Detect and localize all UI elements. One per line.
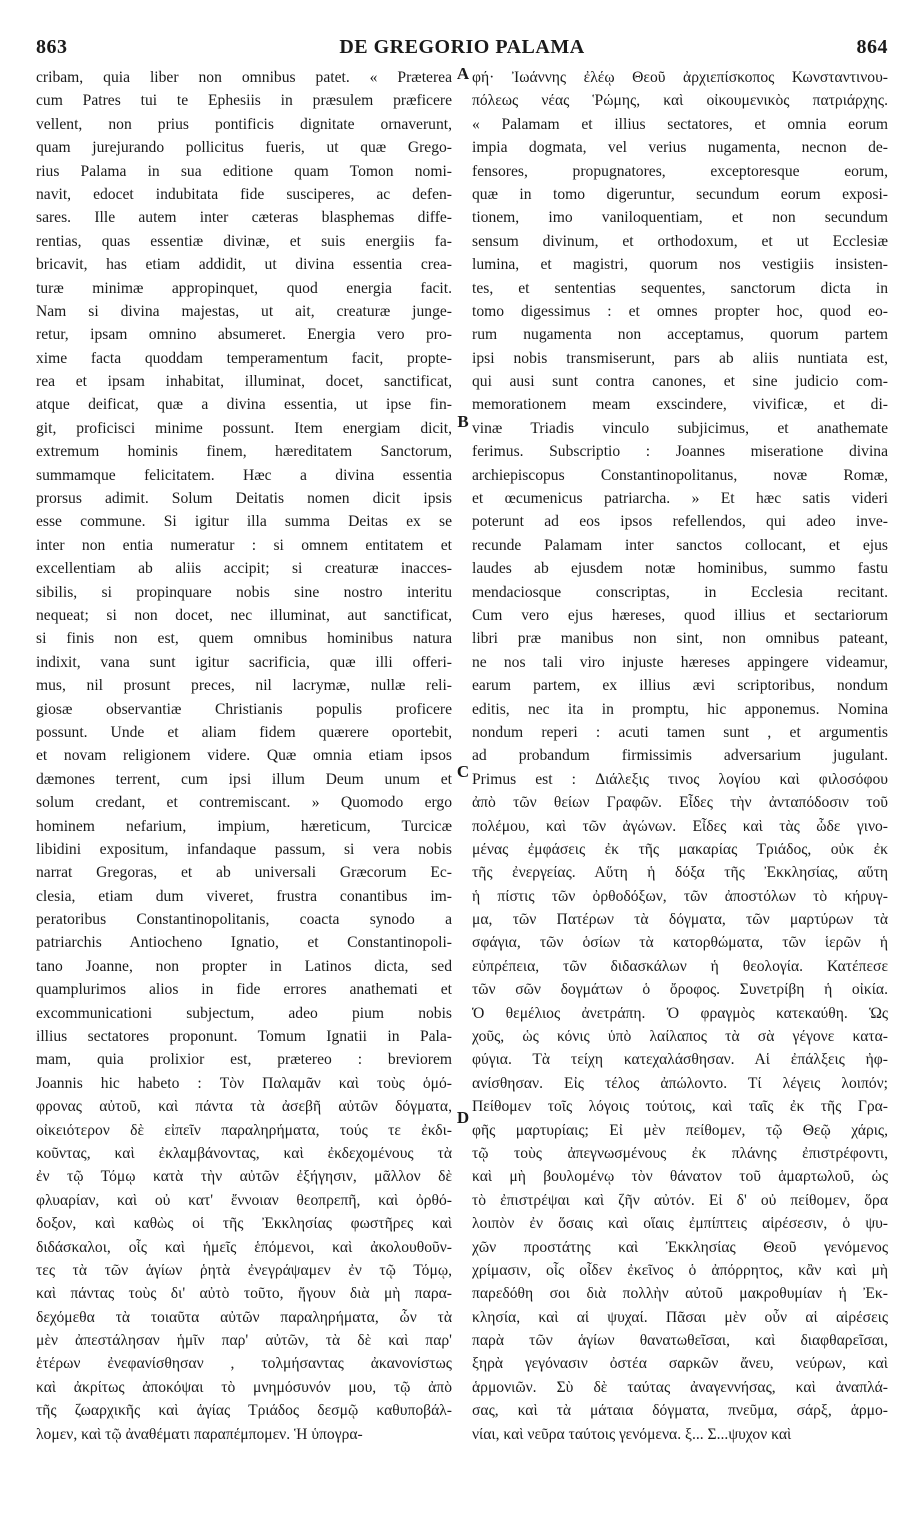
right-column-line: ne nos tali viro injuste hæreses appingere videamur, — [472, 653, 888, 671]
left-column-line: giosæ observantiæ Christianis populis proficere — [36, 700, 452, 718]
right-column-line: tes, et sententias sequentes, sanctorum dicta in — [472, 279, 888, 297]
right-column-line: et œcumenicus patriarcha. » Et hæc satis videri — [472, 490, 888, 508]
right-column-line: σας, καὶ τὰ μάταια δόγματα, πνεῦμα, σάρξ, ἁρμο- — [472, 1402, 888, 1420]
right-column-line: ἁρμονιῶν. Σὺ δὲ ταύτας ἀναγεννήσας, καὶ ἀναπλά- — [472, 1378, 888, 1396]
left-column-line: καὶ ἀκρίτως ἀποκόψαι τὸ μνημόσυνόν μου, τῷ ἀπὸ — [36, 1378, 452, 1396]
right-column-line: mendaciosque conscriptas, in Ecclesia recitant. — [472, 583, 888, 601]
left-column-line: φλυαρίαν, καὶ οὐ κατ' ἔννοιαν θεοπρεπῆ, καὶ ὀρθό- — [36, 1191, 452, 1209]
left-column-line: nequeat; si non docet, nec illuminat, aut sanctificat, — [36, 606, 452, 624]
left-column-line: et novam religionem videre. Quæ omnia etiam ipsos — [36, 747, 452, 765]
right-column-line: ξηρὰ γεγόνασιν ὀστέα σαρκῶν ἄνευ, νεύρων, καὶ — [472, 1355, 888, 1373]
right-column-line: τῷ τοὺς ἀπεγνωσμένους ἐκ πλάνης ἐπιστρέφοντι, — [472, 1144, 888, 1162]
left-column-line: Nam si divina majestas, ut ait, creaturæ junge- — [36, 302, 452, 320]
left-column-line: atque deificat, quæ a divina essentia, ut ipse fin- — [36, 396, 452, 414]
left-column-line: excommunicationi subjectum, adeo pium nobis — [36, 1004, 452, 1022]
right-column — [472, 66, 888, 1516]
right-column-line: τῆς ἐνεργείας. Αὕτη ἡ δόξα τῆς Ἐκκλησίας, αὕτη — [472, 864, 888, 882]
right-column-line: λοιπὸν ἐν ὅσαις καὶ οἵαις ἐμπίπτεις αἱρέσεσιν, ὁ ψυ- — [472, 1215, 888, 1233]
right-column-line: laudes ab ejusdem notæ hominibus, summo fastu — [472, 560, 888, 578]
right-column-line: memorationem meam exscindere, vivificæ, et di- — [472, 396, 888, 414]
left-column-line: ἐν τῷ Τόμῳ κατὰ τὴν αὐτῶν ἐξήγησιν, μᾶλλον δὲ — [36, 1168, 452, 1186]
right-column-line: καὶ μὴ βουλομένῳ τὸν θάνατον τοῦ ἁμαρτωλοῦ, ὡς — [472, 1168, 888, 1186]
left-column-line: si finis non est, quem omnibus hominibus natura — [36, 630, 452, 648]
left-column-line: vellent, non prius pontificis dignitate ornaverunt, — [36, 115, 452, 133]
left-column-line: navit, edocet indubitata fide susciperes, ac defen- — [36, 185, 452, 203]
right-column-line: χρίμασιν, οἷς οἶδεν ἐκεῖνος ὁ ἀπόρρητος, κἂν καὶ μὴ — [472, 1261, 888, 1279]
left-column-line: τες τὰ τῶν ἁγίων ῥητὰ ἐνεγράψαμεν ἐν τῷ Τόμῳ, — [36, 1261, 452, 1279]
right-column-line: lumina, et magistri, quorum nos vestigiis insisten- — [472, 256, 888, 274]
left-column-line: cribam, quia liber non omnibus patet. « Præterea — [36, 69, 452, 86]
right-column-line: ανίσθησαν. Εἰς τέλος ἀπώλοντο. Τί λέγεις λοιπόν; — [472, 1074, 888, 1092]
right-column-line: πόλεως νέας Ῥώμης, καὶ οἰκουμενικὸς πατριάρχης. — [472, 92, 888, 110]
left-column-line: quamplurimos alios in fide errores anathemati et — [36, 981, 452, 999]
left-column-line: solum credant, et contremiscant. » Quomodo ergo — [36, 794, 452, 812]
right-column-line: quæ in tomo digeruntur, secundum eorum exposi- — [472, 185, 888, 203]
right-column-line: impia dogmata, vel verius nugamenta, necnon de- — [472, 139, 888, 157]
left-column-line: narrat Gregoras, et ab universali Græcorum Ec- — [36, 864, 452, 882]
right-column-line: ἀπὸ τῶν θείων Γραφῶν. Εἶδες τὴν ἀνταπόδοσιν τοῦ — [472, 794, 888, 812]
left-column-line: φρονας αὐτοῦ, καὶ πάντα τὰ ἀσεβῆ αὐτῶν δόγματα, — [36, 1098, 452, 1116]
right-column-line: μα, τῶν Πατέρων τὰ δόγματα, τῶν μαρτύρων τὰ — [472, 911, 888, 929]
left-column-line: illius sectatores proponunt. Tomum Ignatii in Pala- — [36, 1028, 452, 1046]
left-column-line: xime facta quoddam temperamentum facit, propte- — [36, 349, 452, 367]
right-column-line: recunde Palamam inter sanctos collocant, et ejus — [472, 536, 888, 554]
right-column-line: vinæ Triadis vinculo subjicimus, et anathemate — [472, 419, 888, 437]
right-column-line: φῆς μαρτυρίαις; Εἰ μὲν πείθομεν, τῷ Θεῷ χάρις, — [472, 1121, 888, 1139]
right-column-line: earum partem, ex illius ævi scriptoribus, nondum — [472, 677, 888, 695]
right-column-line: παρὰ τῶν ἁγίων θανατωθεῖσαι, καὶ διαφθαρεῖσαι, — [472, 1332, 888, 1350]
left-column-line: inter non entia numeratur : si omnem entitatem et — [36, 536, 452, 554]
right-column-line: εὐπρέπεια, τῶν διδασκάλων ἡ θεολογία. Κατέπεσε — [472, 957, 888, 975]
right-column-line: libri præ manibus non sint, non omnibus pateant, — [472, 630, 888, 648]
right-column-line: nondum reperi : acuti tamen sunt , et argumentis — [472, 723, 888, 741]
margin-marker-b: B — [457, 412, 469, 431]
right-column-line: παρεδόθη σοι διὰ πολλὴν αὐτοῦ μακροθυμίαν ἡ Ἐκ- — [472, 1285, 888, 1303]
left-column-line: ἑτέρων ἐνεφανίσθησαν , τολμήσαντας ἀκανονίστως — [36, 1355, 452, 1373]
page-number-left: 863 — [36, 36, 68, 58]
left-column-line: clesia, etiam dum viveret, frustra conantibus im- — [36, 887, 452, 905]
left-column-line: καὶ πάντας τοὺς δι' αὐτὸ τοῦτο, ἤγουν διὰ μὴ παρα- — [36, 1285, 452, 1303]
right-column-line: poterunt ad eos ipsos refellendos, qui adeo inve- — [472, 513, 888, 531]
page-number-right: 864 — [856, 36, 888, 58]
right-column-line: rum nugamenta non acceptamus, quorum partem — [472, 326, 888, 344]
left-column-line: retur, ipsam omnino absumeret. Energia vero pro- — [36, 326, 452, 344]
right-column-line: νίαι, καὶ νεῦρα ταύτοις γενόμενα. ξ... Σ...ψυχον καὶ — [472, 1425, 792, 1443]
left-column-line: esse commune. Si igitur illa summa Deitas ex se — [36, 513, 452, 531]
left-column-line: Joannis hic habeto : Τὸν Παλαμᾶν καὶ τοὺς ὁμό- — [36, 1074, 452, 1092]
right-column-line: « Palamam et illius sectatores, et omnia eorum — [472, 115, 888, 133]
right-column-line: κλησία, καὶ αἱ ψυχαί. Πᾶσαι μὲν οὖν αἱ αἱρέσεις — [472, 1308, 888, 1326]
left-column-line: κοῦντας, καὶ ἐκλαμβάνοντας, καὶ ἐκδεχομένους τὰ — [36, 1144, 452, 1162]
left-column-line: λομεν, καὶ τῷ ἀναθέματι παραπέμπομεν. Ἡ ὑπογρα- — [36, 1425, 363, 1443]
left-column-line: bricavit, has etiam addidit, ut divina essentia crea- — [36, 256, 452, 274]
left-column-line: turæ minimæ appropinquet, quod energia facit. — [36, 279, 452, 297]
right-column-line: archiepiscopus Constantinopolitanus, novæ Romæ, — [472, 466, 888, 484]
left-column-line: τῆς ζωαρχικῆς καὶ ἁγίας Τριάδος δεσμῷ καθυποβάλ- — [36, 1402, 452, 1420]
left-column-line: indixit, vana sunt igitur sacrificia, quæ illi offeri- — [36, 653, 452, 671]
right-column-line: Πείθομεν τοῖς λόγοις τούτοις, καὶ ταῖς ἐκ τῆς Γρα- — [472, 1098, 888, 1116]
left-column-line: quam jurejurando pollicitus fueris, ut quæ Grego- — [36, 139, 452, 157]
right-column-line: Cum vero ejus hæreses, quod illius et sectariorum — [472, 606, 888, 624]
left-column-line: git, proficisci minime possunt. Item energiam dicit, — [36, 419, 452, 437]
left-column-line: dæmones terrent, cum ipsi illum Deum unum et — [36, 770, 452, 788]
right-column-line: ipsi nobis transmiserunt, pars ab aliis nuntiata est, — [472, 349, 888, 367]
left-column-line: δεχόμεθα τὰ τοιαῦτα αὐτῶν παραληρήματα, ὧν τὰ — [36, 1308, 452, 1326]
right-column-line: σφάγια, τῶν ὁσίων τὰ κατορθώματα, τῶν ἱερῶν ἡ — [472, 934, 888, 952]
right-column-line: χῶν προστάτης καὶ Ἐκκλησίας Θεοῦ γενόμενος — [472, 1238, 888, 1256]
right-column-line: tomo digessimus : et omnes propter hoc, quod eo- — [472, 302, 888, 320]
left-column-line: patriarchis Antiocheno Ignatio, et Constantinopoli- — [36, 934, 452, 952]
left-column-line: δοξον, καὶ καθὼς οἱ τῆς Ἐκκλησίας φωστῆρες καὶ — [36, 1215, 452, 1233]
left-column-line: tano Joanne, non propter in Latinos dicta, sed — [36, 957, 452, 975]
margin-marker-c: C — [456, 762, 470, 781]
right-column-line: τῶν σῶν δογμάτων ὁ ὄροφος. Συνετρίβη ἡ οἰκία. — [472, 981, 888, 999]
left-column-line: prorsus adimit. Solum Deitatis nomen dicit ipsis — [36, 490, 452, 508]
left-column-line: peratoribus Constantinopolitanis, coacta synodo a — [36, 911, 452, 929]
left-column-line: excellentiam ab aliis accipit; si creaturæ inacces- — [36, 560, 452, 578]
right-column-line: ad probandum firmissimis adversarium jugulant. — [472, 747, 888, 765]
left-column — [36, 66, 452, 1516]
right-column-line: χοῦς, ὡς κόνις ὑπὸ λαίλαπος τὰ σὰ γέγονε κατα- — [472, 1028, 888, 1046]
right-column-line: sensum divinum, et orthodoxum, et ut Ecclesiæ — [472, 232, 888, 250]
left-column-line: διδάσκαλοι, οἷς καὶ ἡμεῖς ἑπόμενοι, καὶ ἀκολουθοῦν- — [36, 1238, 452, 1256]
page-header — [36, 36, 888, 64]
left-column-line: μὲν ἀπεστάλησαν ἡμῖν παρ' αὐτῶν, τὰ δὲ καὶ παρ' — [36, 1332, 452, 1350]
right-column-line: Primus est : Διάλεξις τινος λογίου καὶ φιλοσόφου — [472, 770, 888, 788]
margin-marker-a: A — [456, 64, 470, 83]
left-column-line: mam, quia prolixior est, prætereo : breviorem — [36, 1051, 452, 1069]
left-column-line: sibilis, si propinquare nobis sine nostro interitu — [36, 583, 452, 601]
left-column-line: οἰκειότερον δὲ εἰπεῖν παραληρήματα, τούς τε ἐκδι- — [36, 1121, 452, 1139]
running-title: DE GREGORIO PALAMA — [339, 36, 585, 58]
left-column-line: rea et ipsam inhabitat, illuminat, docet, sanctificat, — [36, 373, 452, 391]
left-column-line: sares. Ille autem inter cæteras blasphemas diffe- — [36, 209, 452, 227]
left-column-line: summamque felicitatem. Hæc a divina essentia — [36, 466, 452, 484]
right-column-line: φή· Ἰωάννης ἐλέῳ Θεοῦ ἀρχιεπίσκοπος Κωνσταντινου- — [472, 69, 888, 86]
left-column-line: extremum hominis finem, hæreditatem Sanctorum, — [36, 443, 452, 461]
right-column-line: πολέμου, καὶ τῶν ἀγώνων. Εἶδες καὶ τὰς ὧδε γινο- — [472, 817, 888, 835]
right-column-line: tionem, imo vaniloquentiam, et non secundum — [472, 209, 888, 227]
left-column-line: libidini expositum, infandaque passum, si vera nobis — [36, 840, 452, 858]
left-column-line: mus, nil prosunt preces, nil lacrymæ, nullæ reli- — [36, 677, 452, 695]
right-column-line: ἡ πίστις τῶν ὀρθοδόξων, τῶν ἀποστόλων τὸ κήρυγ- — [472, 887, 888, 905]
left-column-line: rentias, quas essentiæ divinæ, et suis energiis fa- — [36, 232, 452, 250]
right-column-line: qui ausi sunt contra canones, et sine judicio com- — [472, 373, 888, 391]
left-column-line: possunt. Unde et aliam fidem quærere oportebit, — [36, 723, 452, 741]
right-column-line: φύγια. Τὰ τείχη κατεχαλάσθησαν. Αἱ ἐπάλξεις ἠφ- — [472, 1051, 888, 1069]
left-column-line: cum Patres tui te Ephesiis in præsulem præficere — [36, 92, 452, 110]
right-column-line: μένας ἐμφάσεις ἐκ τῆς μακαρίας Τριάδος, οὐκ ἐκ — [472, 840, 888, 858]
right-column-line: ferimus. Subscriptio : Joannes miseratione divina — [472, 443, 888, 461]
left-column-line: rius Palama in sua editione quam Tomon nomi- — [36, 162, 452, 180]
right-column-line: τὸ ἐπιστρέψαι καὶ ζῆν αὐτόν. Εἰ δ' οὐ πείθομεν, ὅρα — [472, 1191, 888, 1209]
right-column-line: editis, nec ita in promptu, hic apponemus. Nomina — [472, 700, 888, 718]
right-column-line: fensores, propugnatores, exceptoresque eorum, — [472, 162, 888, 180]
left-column-line: hominem nefarium, impium, hæreticum, Turcicæ — [36, 817, 452, 835]
right-column-line: Ὁ θεμέλιος ἀνετράπη. Ὁ φραγμὸς κατεκαύθη. Ὡς — [472, 1004, 888, 1022]
margin-marker-d: D — [456, 1108, 470, 1127]
